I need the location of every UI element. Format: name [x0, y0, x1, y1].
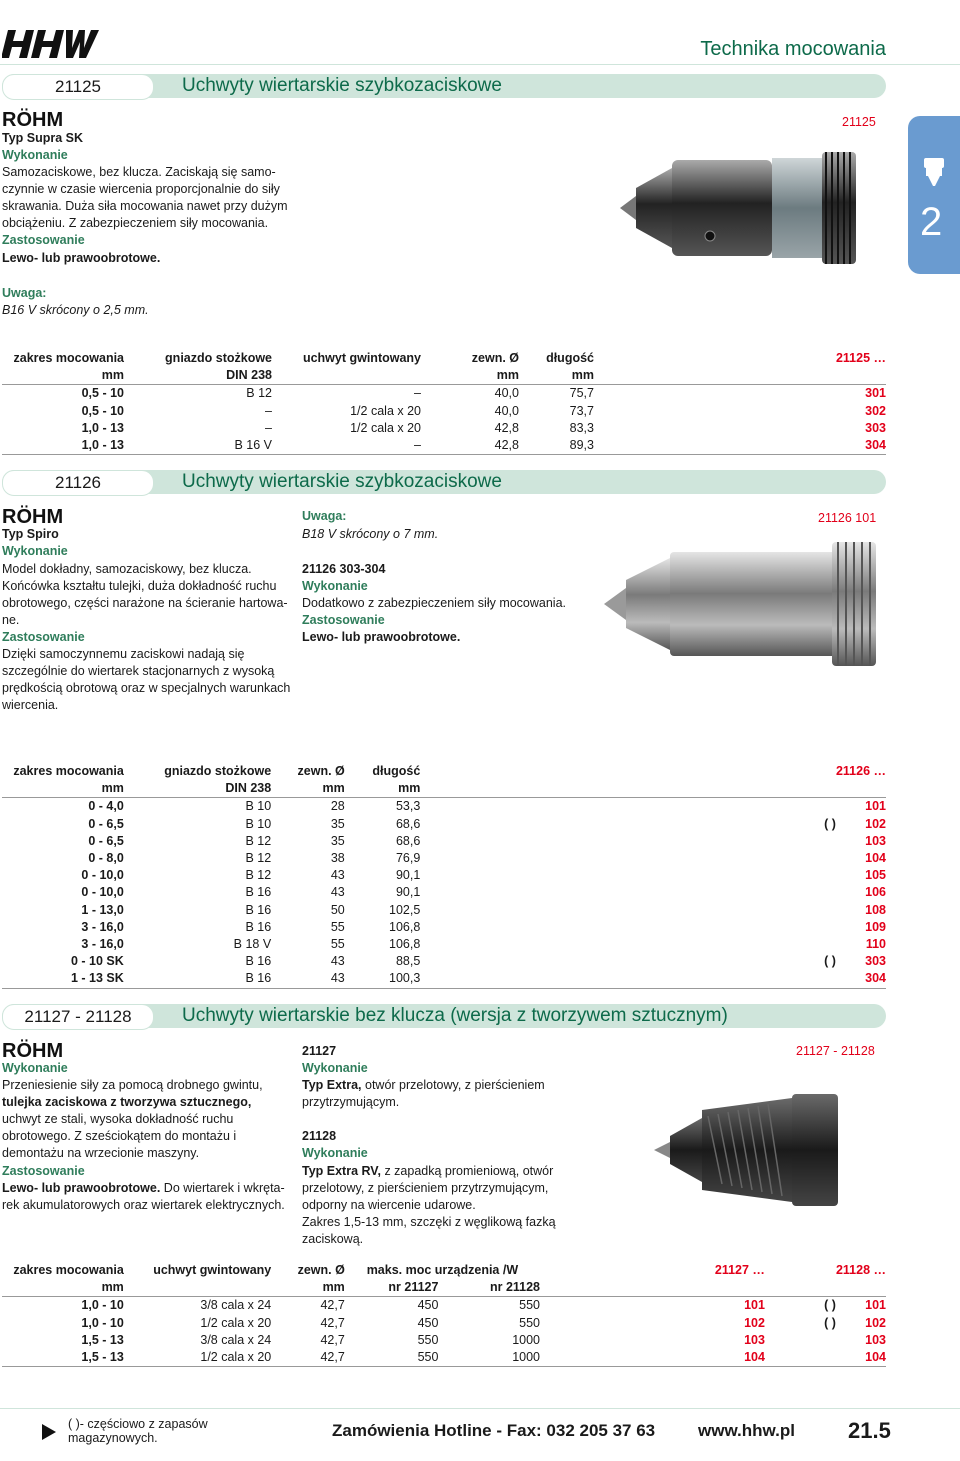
col-header: zewn. Ø	[471, 351, 519, 365]
cell: 304	[594, 437, 886, 455]
cell: 43	[330, 868, 345, 883]
cell: 0 - 10,0	[81, 885, 124, 900]
section-title: Uchwyty wiertarskie bez klucza (wersja z tworzywem sztucznym)	[182, 1005, 728, 1026]
cell: 550	[345, 1349, 439, 1367]
cell: 0 - 6,5	[88, 816, 124, 831]
cell: 68,6	[395, 833, 421, 848]
cell: 42,8	[494, 420, 519, 435]
cell: 1000	[512, 1332, 541, 1347]
table-row	[2, 1349, 886, 1367]
table-row	[2, 403, 886, 420]
cell: 102	[865, 816, 886, 831]
cell: 1 - 13,0	[81, 902, 124, 917]
cell: 28	[330, 799, 345, 814]
table-row	[2, 919, 886, 936]
cell: 43	[330, 885, 345, 900]
image-code: 21125	[842, 115, 876, 129]
cell: 103	[744, 1332, 765, 1347]
svg-text:RÖHM: RÖHM	[2, 1040, 64, 1059]
section-title: Uchwyty wiertarskie szybkozaciskowe	[182, 75, 502, 96]
wykonanie-line: Przeniesienie siły za pomocą drobnego gwintu,	[2, 1078, 263, 1092]
cell: B 12	[245, 833, 272, 848]
wykonanie-line: obrotowego, części narażone na ścieranie hartowa-	[2, 596, 288, 610]
cell: 303	[865, 420, 886, 435]
cell: –	[265, 420, 272, 435]
cell: –	[272, 437, 421, 455]
cell: 3/8 cala x 24	[200, 1332, 272, 1347]
image-code: 21127 - 21128	[796, 1044, 875, 1058]
unit-header	[594, 367, 886, 385]
cell: 88,5	[395, 954, 421, 969]
cell: 35	[330, 816, 345, 831]
col-header	[765, 1262, 836, 1279]
cell	[420, 919, 836, 936]
svg-text:RÖHM: RÖHM	[2, 109, 64, 128]
type-label: Typ Supra SK	[2, 131, 84, 145]
col-header: gniazdo stożkowe	[165, 351, 272, 365]
cell: 38	[330, 851, 345, 866]
col-header: gniazdo stożkowe	[164, 764, 272, 778]
cell: 106	[865, 885, 886, 900]
arrow-icon	[42, 1424, 56, 1440]
table-row	[2, 953, 886, 970]
wykonanie-label: Wykonanie	[2, 1061, 68, 1075]
wykonanie-line: obrotowego. Z sześciokątem do montażu i	[2, 1129, 237, 1143]
cell: 3/8 cala x 24	[200, 1298, 272, 1313]
cell: 1,0 - 10	[81, 1298, 124, 1313]
col-header: zakres mocowania	[13, 764, 124, 778]
wykonanie-line: przytrzymującym.	[302, 1095, 400, 1109]
cell: 106,8	[389, 919, 421, 934]
legend-line: ( )- częściowo z zapasów	[68, 1417, 208, 1431]
wykonanie-line: zaciskową.	[302, 1232, 364, 1246]
cell: 42,7	[320, 1298, 345, 1313]
wykonanie-line: obciążeniu. Z zabezpieczeniem siły mocowania.	[2, 216, 269, 230]
zastosowanie-line: szczególnie do wiertarek stacjonarnych z wysoką	[2, 664, 275, 678]
hotline: Zamówienia Hotline - Fax: 032 205 37 63	[332, 1421, 656, 1440]
website-link[interactable]: www.hhw.pl	[698, 1421, 795, 1440]
cell: 1,5 - 13	[81, 1332, 124, 1347]
type-label: Typ Extra RV,	[302, 1164, 381, 1178]
cell: B 16	[245, 885, 272, 900]
col-header: uchwyt gwintowany	[153, 1263, 272, 1277]
chuck-image-spiro	[600, 534, 880, 674]
cell: B 12	[246, 386, 272, 401]
wykonanie-line	[302, 1163, 553, 1180]
cell: 50	[330, 902, 345, 917]
cell: B 16	[245, 954, 272, 969]
cell: 0 - 4,0	[88, 799, 124, 814]
cell: 1/2 cala x 20	[200, 1315, 272, 1330]
cell: 1000	[438, 1349, 540, 1367]
unit-header: mm	[345, 780, 421, 798]
cell: 55	[330, 919, 345, 934]
cell: 75,7	[569, 386, 594, 401]
cell: 101	[865, 1298, 886, 1313]
wykonanie-line: Zakres 1,5-13 mm, szczęki z węglikową fazką	[302, 1215, 556, 1229]
wykonanie-line: skrawania. Duża siła mocowania nawet przy dużym	[2, 199, 288, 213]
cell: 550	[519, 1315, 541, 1330]
cell: 109	[865, 919, 886, 934]
wykonanie-label: Wykonanie	[302, 579, 368, 593]
cell: 40,0	[494, 403, 519, 418]
cell: 89,3	[519, 437, 594, 455]
uwaga-text: B18 V skrócony o 7 mm.	[302, 527, 439, 541]
cell: 1 - 13 SK	[2, 970, 124, 988]
wykonanie-line: tulejka zaciskowa z tworzywa sztucznego,	[2, 1095, 252, 1109]
chuck-image-supra	[612, 138, 862, 278]
table-row	[2, 1332, 886, 1349]
unit-header	[420, 780, 836, 798]
header-rule	[0, 64, 960, 65]
cell: 102	[744, 1315, 765, 1330]
table-row	[2, 850, 886, 867]
cell	[765, 1349, 836, 1367]
unit-header: mm	[2, 780, 124, 798]
col-header: 21128 …	[835, 1263, 886, 1277]
cell: B 16 V	[124, 437, 272, 455]
col-header: długość	[546, 351, 594, 365]
zastosowanie-bold: Lewo- lub prawoobrotowe.	[2, 1181, 161, 1195]
cell	[420, 902, 836, 919]
cell	[420, 833, 836, 850]
cell: 43	[330, 954, 345, 969]
cell: 3 - 16,0	[81, 937, 124, 952]
cell: ( )	[824, 1315, 836, 1330]
cell: 450	[417, 1315, 439, 1330]
section-title: Uchwyty wiertarskie szybkozaciskowe	[182, 471, 502, 492]
zastosowanie-label: Zastosowanie	[2, 630, 85, 644]
cell: –	[265, 403, 272, 418]
cell: 35	[330, 833, 345, 848]
table-row	[2, 798, 886, 816]
unit-header: mm	[2, 1279, 124, 1297]
cell: 108	[865, 902, 886, 917]
col-header: 21127 …	[714, 1263, 765, 1277]
cell: 0 - 10 SK	[71, 954, 124, 969]
cell: B 12	[245, 851, 272, 866]
col-header: zewn. Ø	[297, 764, 345, 778]
zastosowanie-label: Zastosowanie	[2, 1164, 85, 1178]
unit-header: nr 21128	[438, 1279, 540, 1297]
cell: 42,7	[320, 1332, 345, 1347]
table-row	[2, 1315, 886, 1332]
table-row	[2, 970, 886, 988]
unit-header: mm	[421, 367, 519, 385]
page-number: 21.5	[848, 1418, 891, 1443]
unit-header: DIN 238	[124, 367, 272, 385]
cell: 550	[519, 1298, 541, 1313]
type-label: Typ Spiro	[2, 527, 59, 541]
cell: B 10	[245, 816, 272, 831]
chapter-number: 2	[920, 200, 943, 244]
table-row	[2, 884, 886, 901]
cell: 102,5	[389, 902, 421, 917]
cell	[420, 936, 836, 953]
table-row	[2, 902, 886, 919]
cell: 303	[865, 954, 886, 969]
zastosowanie-line: Dzięki samoczynnemu zaciskowi nadają się	[2, 647, 245, 661]
rohm-logo	[2, 505, 74, 528]
cell: B 12	[245, 868, 272, 883]
zastosowanie-line: prędkością obrotową oraz w specjalnych warunkach	[2, 681, 291, 695]
cell: 1/2 cala x 20	[350, 420, 421, 435]
cell: 0,5 - 10	[81, 403, 124, 418]
table-row	[2, 385, 886, 403]
cell: 42,7	[320, 1315, 345, 1330]
cell: 101	[744, 1298, 765, 1313]
hhw-logo	[2, 28, 100, 63]
cell: 42,7	[271, 1349, 345, 1367]
image-code: 21126 101	[818, 511, 877, 525]
unit-header: nr 21127	[345, 1279, 439, 1297]
chapter-tab	[908, 116, 960, 274]
unit-header: DIN 238	[124, 780, 271, 798]
wykonanie-line: uchwyt ze stali, wysoka dokładność ruchu	[2, 1112, 234, 1126]
footer-rule	[0, 1408, 960, 1409]
cell: 104	[836, 1349, 886, 1367]
zastosowanie-line: wiercenia.	[2, 698, 59, 712]
footer-legend	[68, 1417, 208, 1445]
section-code: 21127 - 21128	[2, 1004, 154, 1030]
spec-table-21125	[2, 350, 886, 455]
cell: 105	[865, 868, 886, 883]
unit-header: mm	[271, 780, 345, 798]
zastosowanie-line: rek akumulatorowych oraz wiertarek elektrycznych.	[2, 1198, 285, 1212]
spec-table-21126	[2, 763, 886, 989]
col-header: zewn. Ø	[297, 1263, 345, 1277]
header-title: Technika mocowania	[700, 38, 886, 60]
cell: 1/2 cala x 20	[124, 1349, 271, 1367]
type-desc: z zapadką promieniową, otwór	[380, 1164, 554, 1178]
unit-header	[836, 780, 886, 798]
wykonanie-line: przelotowy, z pierścieniem przytrzymującym,	[302, 1181, 549, 1195]
cell: B 16	[124, 970, 271, 988]
wykonanie-line: Samozaciskowe, bez klucza. Zaciskają się samo-	[2, 165, 276, 179]
zastosowanie-line	[2, 1180, 285, 1197]
sub-code: 21127	[302, 1044, 337, 1058]
type-desc: otwór przelotowy, z pierścieniem	[361, 1078, 545, 1092]
section-code: 21125	[2, 74, 154, 100]
cell	[420, 970, 836, 988]
zastosowanie-text: Lewo- lub prawoobrotowe.	[2, 251, 161, 265]
cell: B 16	[245, 902, 272, 917]
cell: 90,1	[395, 868, 421, 883]
unit-header: mm	[519, 367, 594, 385]
wykonanie-line: Końcówka kształtu tulejki, duża dokładność ruchu	[2, 579, 277, 593]
sub-code: 21126 303-304	[302, 562, 386, 576]
col-header: zakres mocowania	[13, 351, 124, 365]
cell: 103	[865, 1332, 886, 1347]
wykonanie-line	[302, 1077, 545, 1094]
cell: 304	[836, 970, 886, 988]
cell: 450	[417, 1298, 439, 1313]
zastosowanie-text: Lewo- lub prawoobrotowe.	[302, 630, 461, 644]
unit-header: mm	[271, 1279, 345, 1297]
cell: 103	[865, 833, 886, 848]
cell: 83,3	[569, 420, 594, 435]
cell: ( )	[824, 1298, 836, 1313]
cell	[420, 850, 836, 867]
wykonanie-text: Dodatkowo z zabezpieczeniem siły mocowania.	[302, 596, 567, 610]
spec-table-21127-21128	[2, 1262, 886, 1367]
clamp-icon	[918, 156, 950, 188]
cell	[420, 867, 836, 884]
table-row	[2, 437, 886, 455]
col-header: 21125 …	[835, 351, 886, 365]
wykonanie-label: Wykonanie	[2, 148, 68, 162]
cell: 0 - 8,0	[88, 851, 124, 866]
cell	[420, 798, 836, 816]
uwaga-label: Uwaga:	[2, 286, 47, 300]
zastosowanie-label: Zastosowanie	[302, 613, 385, 627]
cell: 550	[417, 1332, 439, 1347]
cell: 106,8	[389, 937, 421, 952]
wykonanie-line: ne.	[2, 613, 20, 627]
cell: 301	[865, 386, 886, 401]
wykonanie-label: Wykonanie	[302, 1146, 368, 1160]
legend-line: magazynowych.	[68, 1431, 158, 1445]
wykonanie-label: Wykonanie	[2, 544, 68, 558]
wykonanie-line: czynnie w czasie wiercenia proporcjonalnie do siły	[2, 182, 280, 196]
cell: 43	[271, 970, 345, 988]
cell: 90,1	[395, 885, 421, 900]
cell: 101	[865, 799, 886, 814]
rohm-logo	[2, 1039, 74, 1062]
unit-header	[272, 367, 421, 385]
unit-header: mm	[2, 367, 124, 385]
uwaga-label: Uwaga:	[302, 509, 347, 523]
cell: 53,3	[395, 799, 421, 814]
zastosowanie-rest: Do wiertarek i wkręta-	[160, 1181, 285, 1195]
cell: ( )	[824, 954, 836, 969]
cell: 76,9	[395, 851, 421, 866]
wykonanie-label: Wykonanie	[302, 1061, 368, 1075]
cell: 102	[865, 1315, 886, 1330]
cell	[765, 1332, 836, 1349]
cell: 1/2 cala x 20	[350, 403, 421, 418]
cell: 0 - 6,5	[88, 833, 124, 848]
chuck-image-extra	[652, 1070, 842, 1220]
col-header	[420, 763, 836, 780]
section-code: 21126	[2, 470, 154, 496]
unit-header	[540, 1279, 765, 1297]
cell: ( )	[824, 816, 836, 831]
table-row	[2, 420, 886, 437]
cell: 1,0 - 13	[2, 437, 124, 455]
cell: 110	[865, 937, 886, 952]
table-row	[2, 833, 886, 850]
cell	[420, 884, 836, 901]
cell: B 10	[245, 799, 272, 814]
svg-text:RÖHM: RÖHM	[2, 506, 64, 525]
type-label: Typ Extra,	[302, 1078, 362, 1092]
cell: 302	[865, 403, 886, 418]
sub-code: 21128	[302, 1129, 337, 1143]
unit-header	[836, 1279, 886, 1297]
table-row	[2, 936, 886, 953]
cell: 3 - 16,0	[81, 919, 124, 934]
cell: 1,0 - 13	[81, 420, 124, 435]
unit-header	[124, 1279, 271, 1297]
cell: 0 - 10,0	[81, 868, 124, 883]
cell: 68,6	[395, 816, 421, 831]
cell: 55	[330, 937, 345, 952]
unit-header	[765, 1279, 836, 1297]
col-header: długość	[372, 764, 421, 778]
table-row	[2, 867, 886, 884]
wykonanie-line: Model dokładny, samozaciskowy, bez klucza.	[2, 562, 252, 576]
cell: 73,7	[569, 403, 594, 418]
cell: 1,5 - 13	[2, 1349, 124, 1367]
col-header: zakres mocowania	[13, 1263, 124, 1277]
cell: 42,8	[421, 437, 519, 455]
col-header: 21126 …	[835, 764, 886, 778]
cell: 100,3	[345, 970, 421, 988]
cell: 0,5 - 10	[81, 386, 124, 401]
cell: 104	[865, 851, 886, 866]
zastosowanie-label: Zastosowanie	[2, 233, 85, 247]
uwaga-text: B16 V skrócony o 2,5 mm.	[2, 303, 149, 317]
cell: 104	[540, 1349, 765, 1367]
col-header: uchwyt gwintowany	[302, 351, 421, 365]
wykonanie-line: odporny na wiercenie udarowe.	[302, 1198, 476, 1212]
cell: B 18 V	[233, 937, 272, 952]
cell: –	[414, 386, 421, 401]
cell: 1,0 - 10	[81, 1315, 124, 1330]
table-row	[2, 816, 886, 833]
cell: B 16	[245, 919, 272, 934]
table-row	[2, 1297, 886, 1315]
col-header: maks. moc urządzenia /W	[366, 1263, 519, 1277]
rohm-logo	[2, 108, 74, 131]
cell: 40,0	[494, 386, 519, 401]
wykonanie-line: demontażu na wrzecionie maszyny.	[2, 1146, 200, 1160]
